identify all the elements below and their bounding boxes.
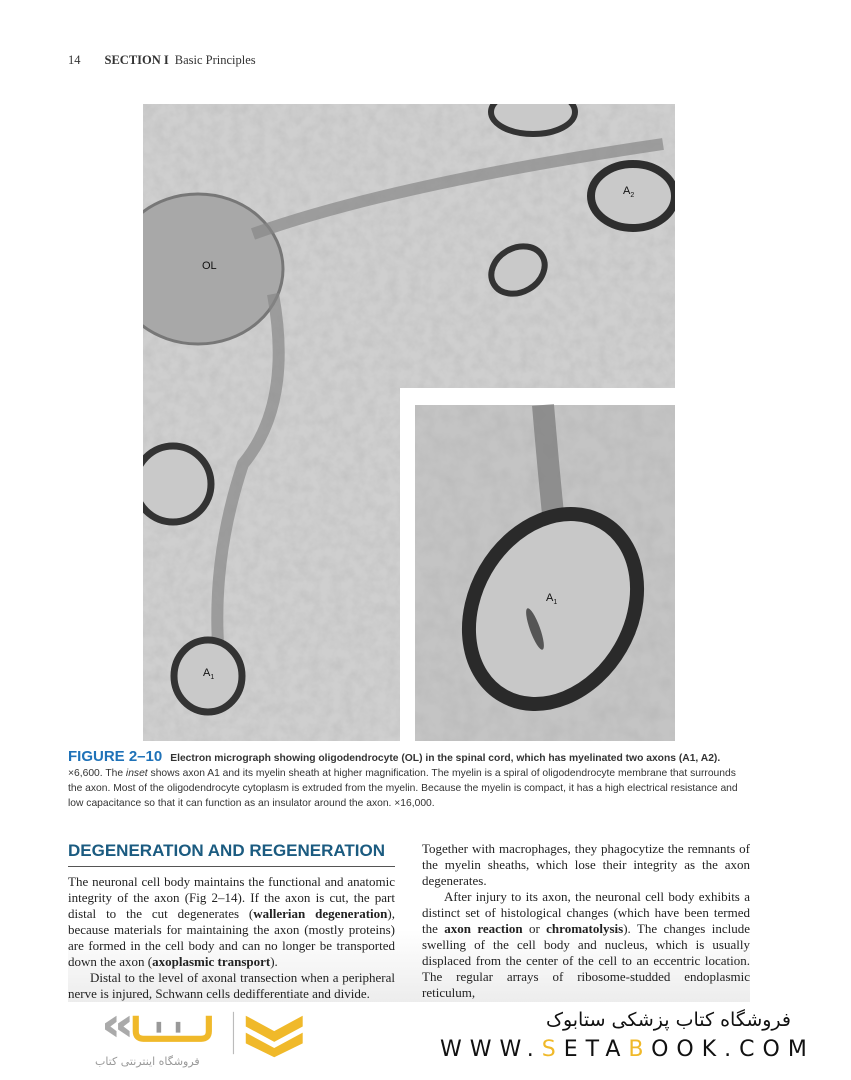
paragraph: After injury to its axon, the neuronal cell body exhibits a distinct set of histological changes (which have been termed the axon reaction or chromatolysis). The changes include swelling of the cell body and nucleus, which is usually displaced from the center of the cell to an eccentric location. The regular arrays of ribosome-studded endoplasmic reticulum, [422,889,750,1000]
body-columns [68,841,750,1002]
page-number: 14 [68,53,81,67]
paragraph: Together with macrophages, they phagocytize the remnants of the myelin sheaths, which lose their integrity as the axon degenerates. [422,841,750,888]
caption-title: Electron micrograph showing oligodendrocyte (OL) in the spinal cord, which has myelinated two axons (A1, A2). [170,753,721,764]
caption-text: ×6,600. The [68,768,126,779]
section-heading: DEGENERATION AND REGENERATION [68,841,395,867]
caption-italic: inset [125,768,148,779]
right-column [422,841,750,1002]
running-head [68,52,851,68]
left-column [68,841,395,1002]
electron-micrograph [143,104,675,741]
store-url[interactable]: WWW.SETABOOK.COM [440,1037,815,1062]
figure-label: FIGURE 2–10 [68,748,163,765]
micrograph-inset [415,405,675,741]
store-name: فروشگاه کتاب پزشکی ستابوک [545,1009,791,1031]
caption-text: shows axon A1 and its myelin sheath at higher magnification. The myelin is a spiral of oligodendrocyte membrane that surrounds the axon. Most of the oligodendrocyte cytoplasm is extruded from the myelin. Because the myelin is compact, it has a high electrical resistance and low capacitance so that it can function as an insulator around the axon. ×16,000. [68,768,738,809]
figure-caption [68,749,738,811]
logo-subtitle: فروشگاه اینترنتی کتاب [95,1055,200,1068]
label-inset-a1: $A_1$ [546,592,558,606]
label-a1: $A_1$ [203,667,215,681]
section-label: SECTION I [104,53,169,67]
paragraph: Distal to the level of axonal transection when a peripheral nerve is injured, Schwann cells dedifferentiate and divide. [68,970,395,1001]
label-a2: $A_2$ [623,185,635,199]
section-title: Basic Principles [174,53,256,67]
paragraph: The neuronal cell body maintains the functional and anatomic integrity of the axon (Fig 2–14). If the axon is cut, the part distal to the cut degenerates (wallerian degeneration), because materials for maintaining the axon (mostly proteins) are formed in the cell body and can no longer be transported down the axon (axoplasmic transport). [68,874,395,969]
store-banner [0,1006,851,1072]
setabook-logo [70,1008,340,1058]
label-ol: OL [202,260,217,272]
